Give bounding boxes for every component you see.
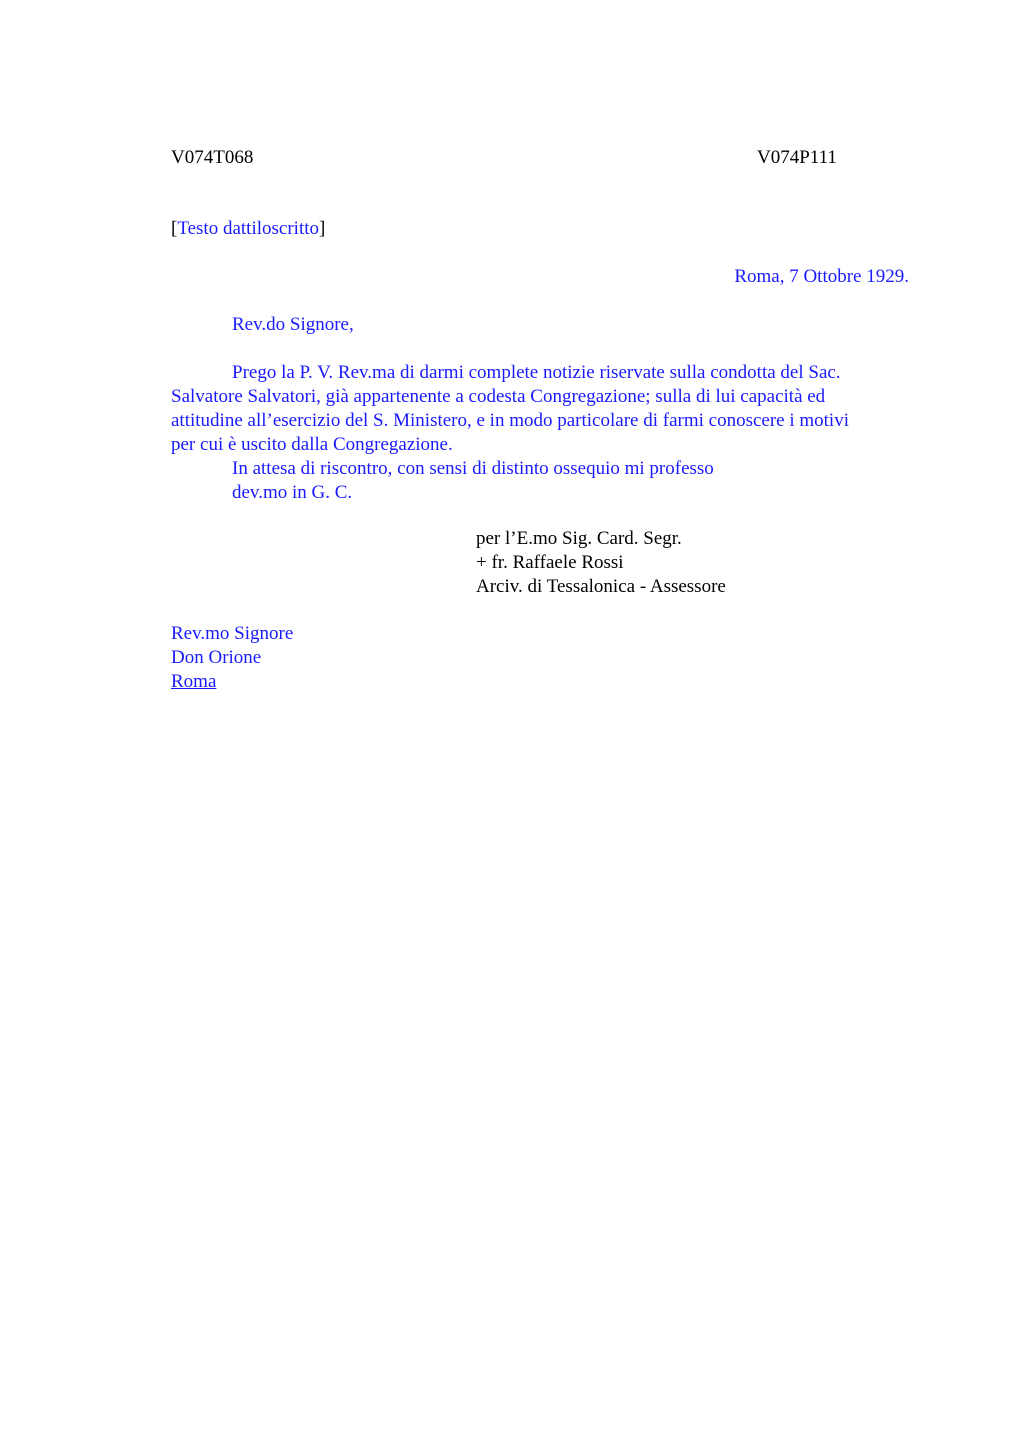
dateline: Roma, 7 Ottobre 1929. xyxy=(734,266,909,287)
addressee-title: Rev.mo Signore xyxy=(171,623,294,644)
transcription-note xyxy=(171,217,325,241)
document-code-left: V074T068 xyxy=(171,147,254,168)
addressee-name: Don Orione xyxy=(171,647,262,668)
addressee-block xyxy=(171,622,293,694)
addressee-city: Roma xyxy=(171,671,217,692)
note-text: Testo dattiloscritto xyxy=(177,218,320,239)
note-bracket-close: ] xyxy=(319,218,326,239)
signature-line: Arciv. di Tessalonica - Assessore xyxy=(476,576,726,597)
signature-block xyxy=(476,527,726,599)
body-line: per cui è uscito dalla Congregazione. xyxy=(171,434,453,455)
signature-line: per l’E.mo Sig. Card. Segr. xyxy=(476,528,682,549)
body-line: Salvatore Salvatori, già appartenente a codesta Congregazione; sulla di lui capacità ed xyxy=(171,386,826,407)
body-line: Prego la P. V. Rev.ma di darmi complete notizie riservate sulla condotta del Sac. xyxy=(232,362,841,383)
letter-body xyxy=(171,361,911,505)
signature-line: + fr. Raffaele Rossi xyxy=(476,552,624,573)
body-line: attitudine all’esercizio del S. Ministero, e in modo particolare di farmi conoscere i motivi xyxy=(171,410,849,431)
closing-line: dev.mo in G. C. xyxy=(232,482,353,503)
closing-line: In attesa di riscontro, con sensi di distinto ossequio mi professo xyxy=(232,458,714,479)
document-code-right: V074P111 xyxy=(757,147,837,168)
note-bracket-open: [ xyxy=(171,218,178,239)
salutation: Rev.do Signore, xyxy=(232,314,354,335)
